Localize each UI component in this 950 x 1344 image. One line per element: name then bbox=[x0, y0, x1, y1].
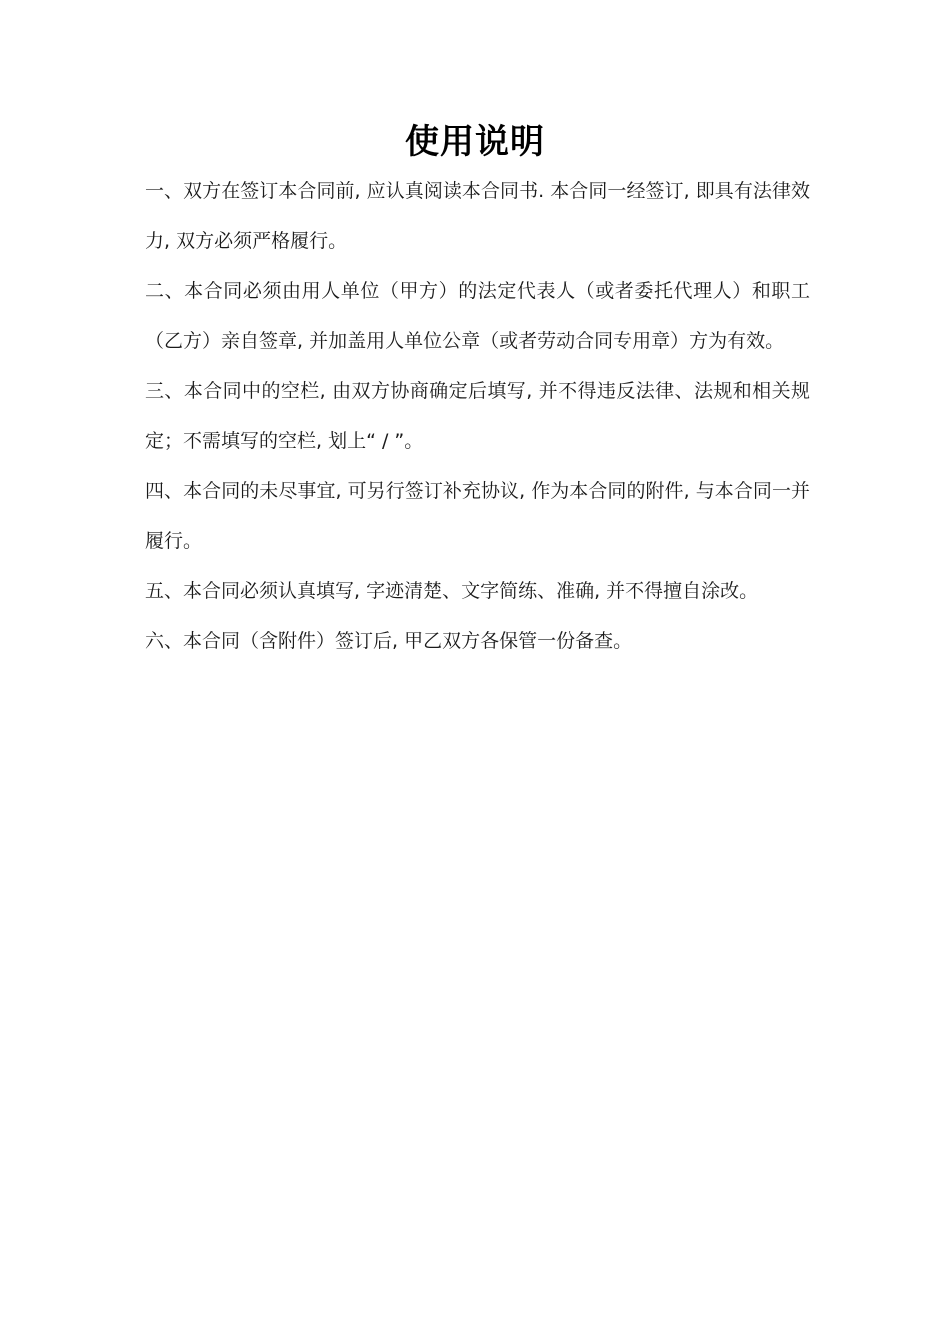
instruction-item-1: 一、双方在签订本合同前, 应认真阅读本合同书. 本合同一经签订, 即具有法律效力, 双方必须严格履行。 bbox=[145, 180, 810, 252]
instruction-item-4: 四、本合同的未尽事宜, 可另行签订补充协议, 作为本合同的附件, 与本合同一并履行。 bbox=[145, 480, 810, 552]
instruction-item-2: 二、本合同必须由用人单位（甲方）的法定代表人（或者委托代理人）和职工（乙方）亲自签章, 并加盖用人单位公章（或者劳动合同专用章）方为有效。 bbox=[145, 280, 810, 352]
page-title: 使用说明 bbox=[405, 122, 545, 162]
instruction-item-5: 五、本合同必须认真填写, 字迹清楚、文字简练、准确, 并不得擅自涂改。 bbox=[145, 580, 759, 602]
instruction-item-3: 三、本合同中的空栏, 由双方协商确定后填写, 并不得违反法律、法规和相关规定；不需填写的空栏, 划上“ / ”。 bbox=[145, 380, 810, 452]
instruction-item-6: 六、本合同（含附件）签订后, 甲乙双方各保管一份备查。 bbox=[145, 630, 633, 652]
instructions-list bbox=[145, 166, 810, 666]
